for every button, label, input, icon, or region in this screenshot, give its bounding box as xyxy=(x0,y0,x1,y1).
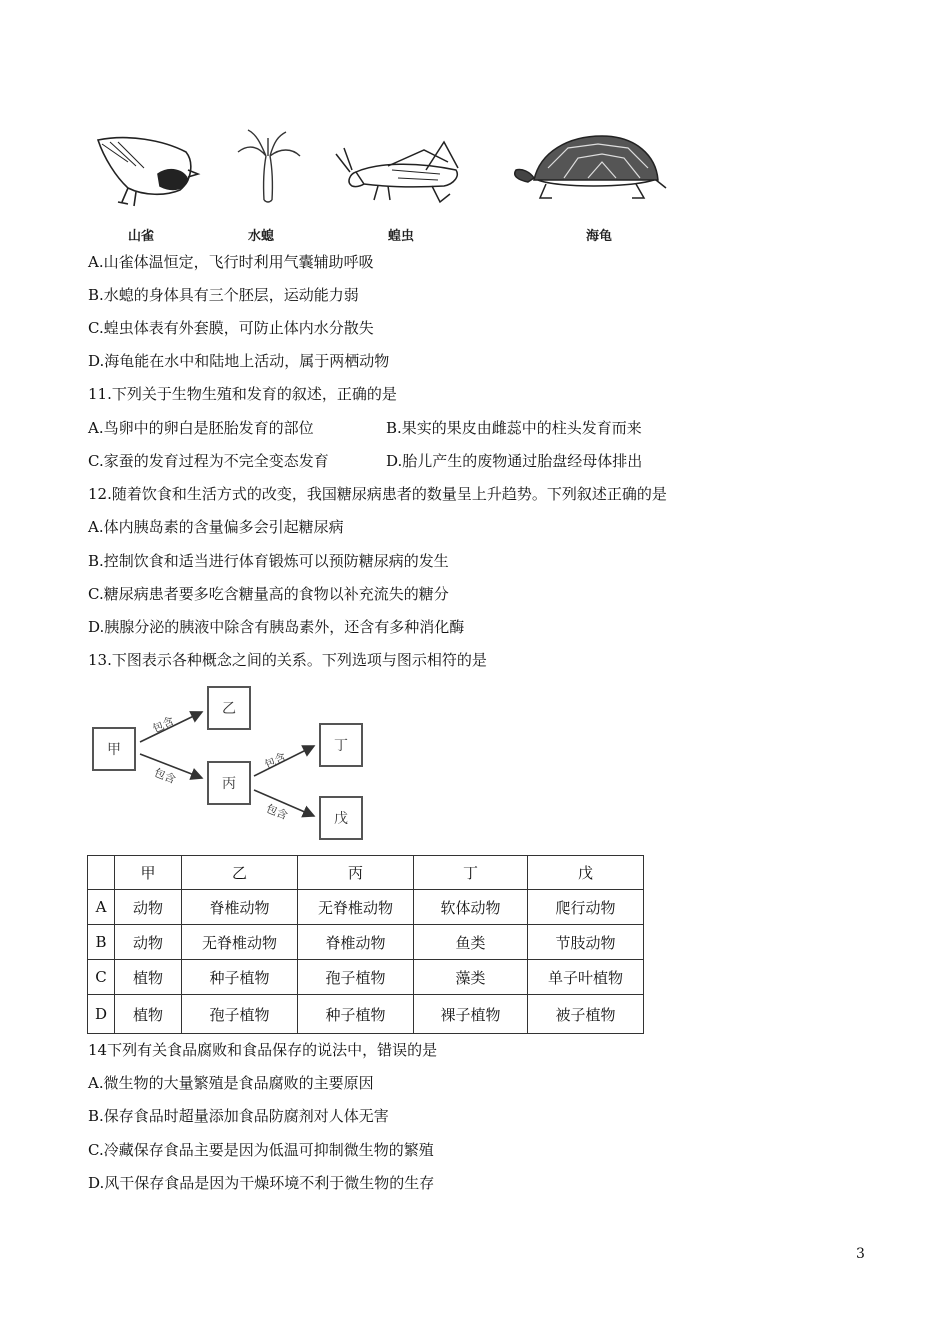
table-row xyxy=(88,925,644,960)
q12-option-d: D.胰腺分泌的胰液中除含有胰岛素外，还含有多种消化酶 xyxy=(88,618,465,636)
q14-option-a: A.微生物的大量繁殖是食品腐败的主要原因 xyxy=(88,1074,374,1092)
table-cell: 植物 xyxy=(115,995,182,1034)
table-header-cell xyxy=(88,856,115,890)
table-header-cell: 戊 xyxy=(528,856,644,890)
q14-option-d: D.风干保存食品是因为干燥环境不利于微生物的生存 xyxy=(88,1174,435,1192)
q14-option-c: C.冷藏保存食品主要是因为低温可抑制微生物的繁殖 xyxy=(88,1141,434,1159)
table-cell: 软体动物 xyxy=(414,890,528,925)
q13-stem: 13.下图表示各种概念之间的关系。下列选项与图示相符的是 xyxy=(88,651,487,669)
table-cell: 脊椎动物 xyxy=(298,925,414,960)
q12-option-c: C.糖尿病患者要多吃含糖量高的食物以补充流失的糖分 xyxy=(88,585,449,603)
node-yi: 乙 xyxy=(222,701,236,717)
node-wu: 戊 xyxy=(334,811,348,827)
table-cell: 鱼类 xyxy=(414,925,528,960)
q14-stem: 14下列有关食品腐败和食品保存的说法中，错误的是 xyxy=(88,1041,438,1059)
table-header-cell: 甲 xyxy=(115,856,182,890)
table-cell: 脊椎动物 xyxy=(182,890,298,925)
q11-option-d: D.胎儿产生的废物通过胎盘经母体排出 xyxy=(386,452,643,470)
table-cell: 植物 xyxy=(115,960,182,995)
q12-option-a: A.体内胰岛素的含量偏多会引起糖尿病 xyxy=(88,518,344,536)
table-cell: 节肢动物 xyxy=(528,925,644,960)
bird-illustration xyxy=(98,138,198,206)
edge-label-1: 包含 xyxy=(150,714,177,736)
table-cell: 藻类 xyxy=(414,960,528,995)
table-cell: 孢子植物 xyxy=(298,960,414,995)
table-cell: 种子植物 xyxy=(182,960,298,995)
q11-option-b: B.果实的果皮由雌蕊中的柱头发育而来 xyxy=(386,419,642,437)
edge-label-4: 包含 xyxy=(264,801,290,823)
table-cell: 种子植物 xyxy=(298,995,414,1034)
q10-option-b: B.水螅的身体具有三个胚层，运动能力弱 xyxy=(88,286,359,304)
table-cell: 裸子植物 xyxy=(414,995,528,1034)
q10-option-a: A.山雀体温恒定，飞行时利用气囊辅助呼吸 xyxy=(88,253,374,271)
table-row xyxy=(88,995,644,1034)
animal-label-1: 山雀 xyxy=(128,229,155,244)
table-cell: C xyxy=(88,960,115,995)
table-row xyxy=(88,960,644,995)
grasshopper-illustration xyxy=(336,142,458,202)
q14-option-b: B.保存食品时超量添加食品防腐剂对人体无害 xyxy=(88,1107,389,1125)
animal-label-3: 蝗虫 xyxy=(388,229,415,244)
node-ding: 丁 xyxy=(334,738,348,754)
q12-option-b: B.控制饮食和适当进行体育锻炼可以预防糖尿病的发生 xyxy=(88,552,449,570)
q12-stem: 12.随着饮食和生活方式的改变，我国糖尿病患者的数量呈上升趋势。下列叙述正确的是 xyxy=(88,485,667,503)
animal-label-4: 海龟 xyxy=(586,229,613,244)
q10-option-d: D.海龟能在水中和陆地上活动，属于两栖动物 xyxy=(88,352,390,370)
table-header-cell: 丁 xyxy=(414,856,528,890)
turtle-illustration xyxy=(515,136,666,198)
q10-option-c: C.蝗虫体表有外套膜，可防止体内水分散失 xyxy=(88,319,374,337)
q11-row-1 xyxy=(88,418,314,438)
animals-figure xyxy=(88,122,688,247)
table-cell: 爬行动物 xyxy=(528,890,644,925)
table-row xyxy=(88,890,644,925)
table-header-cell: 丙 xyxy=(298,856,414,890)
table-cell: 无脊椎动物 xyxy=(182,925,298,960)
animal-label-2: 水螅 xyxy=(248,229,275,244)
node-jia: 甲 xyxy=(107,742,121,758)
table-cell: 动物 xyxy=(115,890,182,925)
page-number: 3 xyxy=(856,1246,865,1262)
hydra-illustration xyxy=(238,130,300,202)
concept-diagram xyxy=(88,680,378,840)
q11-stem: 11.下列关于生物生殖和发育的叙述，正确的是 xyxy=(88,385,397,403)
edge-label-3: 包含 xyxy=(262,750,289,772)
q13-options-table xyxy=(87,855,644,1034)
table-cell: 被子植物 xyxy=(528,995,644,1034)
edge-label-2: 包含 xyxy=(152,765,178,787)
node-bing: 丙 xyxy=(222,776,236,792)
table-header-row xyxy=(88,856,644,890)
table-header-cell: 乙 xyxy=(182,856,298,890)
table-cell: 孢子植物 xyxy=(182,995,298,1034)
table-cell: 单子叶植物 xyxy=(528,960,644,995)
table-cell: A xyxy=(88,890,115,925)
table-cell: 动物 xyxy=(115,925,182,960)
q11-option-a: A.鸟卵中的卵白是胚胎发育的部位 xyxy=(88,419,314,437)
table-cell: B xyxy=(88,925,115,960)
table-cell: D xyxy=(88,995,115,1034)
table-cell: 无脊椎动物 xyxy=(298,890,414,925)
q11-option-c: C.家蚕的发育过程为不完全变态发育 xyxy=(88,452,329,470)
